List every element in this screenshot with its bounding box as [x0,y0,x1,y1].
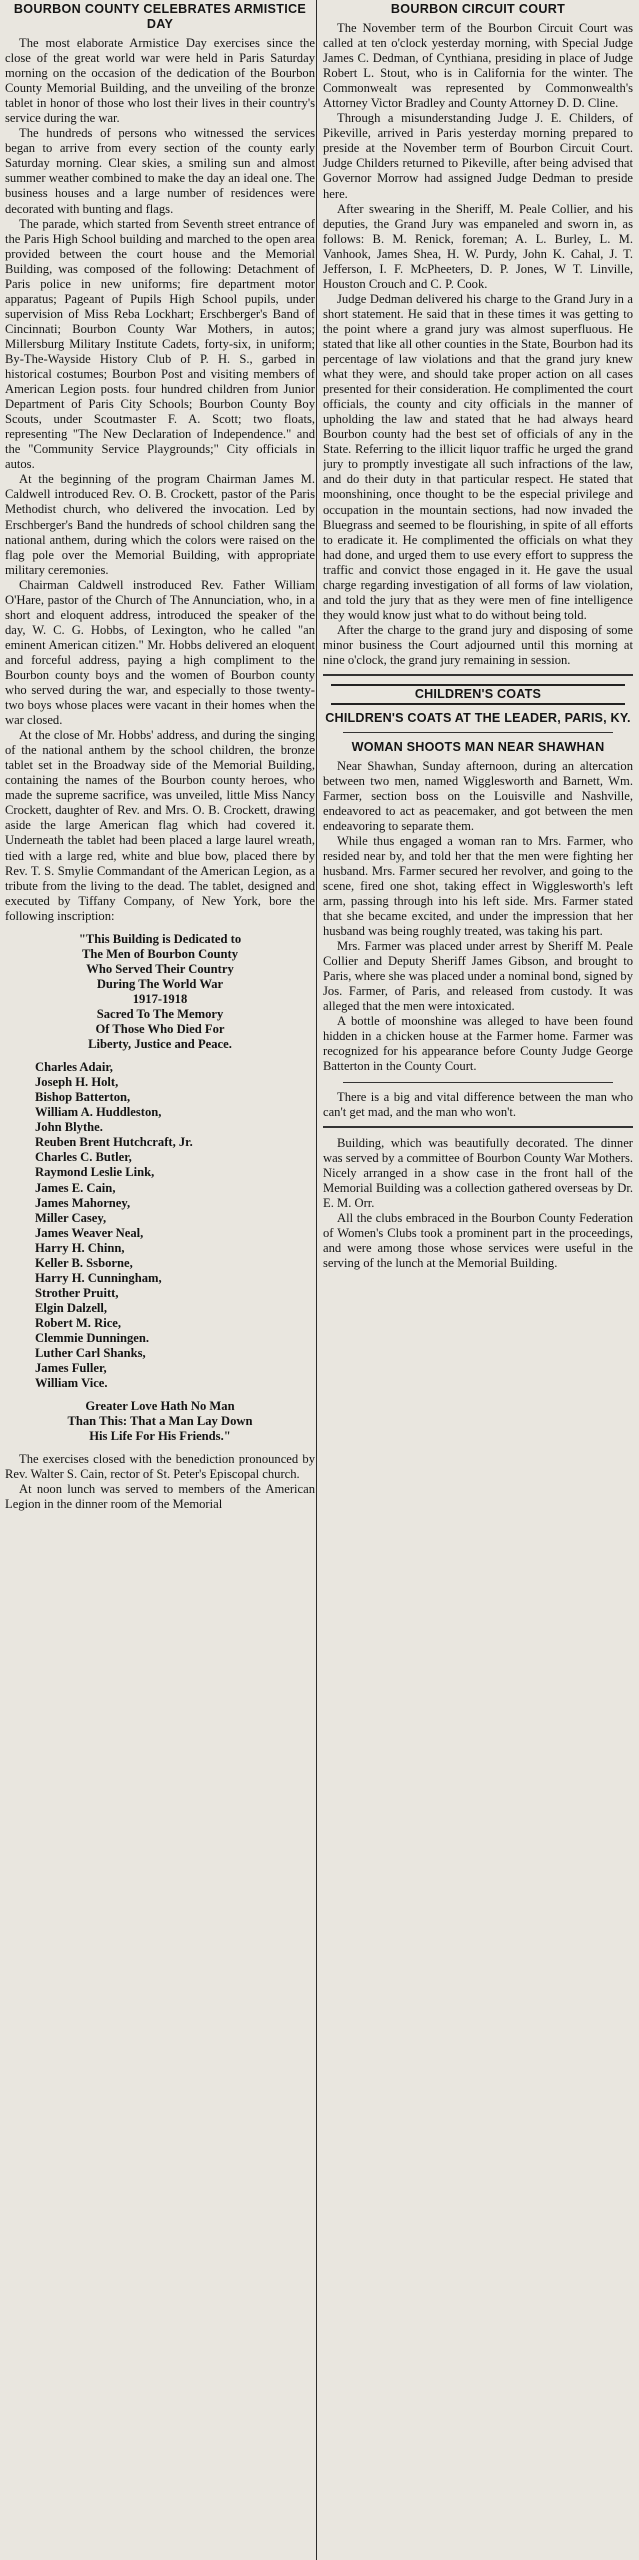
ad-heading: CHILDREN'S COATS [331,684,625,705]
paragraph: While thus engaged a woman ran to Mrs. Farmer, who resided near by, and told her that the men were fighting her husband. Mrs. Farmer secured her revolver, and going to the scene, fired one shot, taking effect in Wigglesworth's left arm, passing through into his left side. Mrs. Farmer stated that she became excited, and under the impression that her husband was being roughly treated, was taking his part. [323,833,633,939]
filler-paragraph: There is a big and vital difference between the man who can't get mad, and the man who won't. [323,1089,633,1119]
honor-roll [35,1060,315,1391]
honor-name: Harry H. Chinn, [35,1240,125,1255]
inscription-line: The Men of Bourbon County [81,946,239,961]
shooting-article [323,759,633,1075]
circuit-court-headline: BOURBON CIRCUIT COURT [390,2,566,16]
paragraph: All the clubs embraced in the Bourbon County Federation of Women's Clubs took a prominent part in the proceedings, and were among those whose services were useful in the serving of the lunch at the Memorial Building. [323,1210,633,1270]
shooting-headline: WOMAN SHOOTS MAN NEAR SHAWHAN [351,740,605,755]
honor-name: William Vice. [35,1376,108,1391]
honor-name: Bishop Batterton, [35,1090,131,1105]
tablet-quote [5,1399,315,1444]
armistice-headline: BOURBON COUNTY CELEBRATES ARMISTICE DAY [13,2,307,31]
paragraph: The most elaborate Armistice Day exercises since the close of the great world war were held in Paris Saturday morning on the occasion of the dedication of the Bourbon County Memorial Building, and the unveiling of the bronze tablet in honor of those who lost their lives in their country's service during the war. [5,36,315,126]
paragraph: Through a misunderstanding Judge J. E. Childers, of Pikeville, arrived in Paris yesterday morning prepared to preside at the November term of Bourbon Circuit Court. Judge Childers returned to Pikeville, after being advised that Governor Morrow had assigned Judge Dedman to preside here. [323,111,633,201]
paragraph: A bottle of moonshine was alleged to have been found hidden in a chicken house at the Farmer home. Farmer was recognized for his appearance before County Judge George Batterton in the County Court. [323,1014,633,1074]
inscription-line: Of Those Who Died For [95,1022,225,1037]
inscription-line: 1917-1918 [132,991,188,1006]
column-rule [316,0,317,2560]
paragraph: The hundreds of persons who witnessed the services began to arrive from every section of the county early Saturday morning. Clear skies, a smiling sun and almost summer weather combined to make the day an ideal one. The business houses and a large number of residences were decorated with bunting and flags. [5,126,315,216]
honor-name: John Blythe. [35,1120,103,1135]
honor-name: Clemmie Dunningen. [35,1330,150,1345]
ad-text: CHILDREN'S COATS AT THE LEADER, PARIS, KY. [325,710,631,725]
inscription-line: Sacred To The Memory [96,1007,224,1021]
honor-name: James Weaver Neal, [35,1225,144,1240]
honor-name: Keller B. Ssborne, [35,1255,133,1270]
paragraph: Chairman Caldwell instroduced Rev. Father William O'Hare, pastor of the Church of The Annunciation, who, in a short and eloquent address, introduced the speaker of the day, W. C. G. Hobbs, of Lexington, who he called "an eminent American citizen." Mr. Hobbs delivered an eloquent and forceful address, paying a high compliment to the Bourbon county boys and the women of Bourbon county who served during the war, and especially to those twenty-two boys whose places were vacant in their homes when the war closed. [5,577,315,728]
honor-name: James Fuller, [35,1361,107,1376]
paragraph: Building, which was beautifully decorated. The dinner was served by a committee of Bourbon County War Mothers. Nicely arranged in a show case in the front hall of the Memorial Building was a collection gathered overseas by Dr. E. M. Orr. [323,1135,633,1210]
paragraph: At the beginning of the program Chairman James M. Caldwell introduced Rev. O. B. Crockett, pastor of the Paris Methodist church, who delivered the invocation. Led by Erschberger's Band the hundreds of school children sang the national anthem, during which the colors were raised on the flag pole over the Memorial Building, with appropriate military ceremonies. [5,472,315,577]
armistice-continued [323,1136,633,1271]
honor-name: William A. Huddleston, [35,1105,162,1120]
honor-name: James Mahorney, [35,1195,131,1210]
quote-line: Greater Love Hath No Man [85,1399,235,1414]
filler-divider-top [343,1082,613,1083]
quote-line: His Life For His Friends." [89,1429,231,1444]
paragraph: After swearing in the Sheriff, M. Peale Collier, and his deputies, the Grand Jury was empaneled and sworn in, as follows: B. M. Renick, foreman; A. L. Burley, L. M. Vanhook, James Shea, H. W. Purdy, John K. Cahal, J. T. Jefferson, I. F. McPheeters, D. P. Jones, W T. Linville, Houston Crouch and C. P. Cook. [323,201,633,291]
paragraph: The exercises closed with the benediction pronounced by Rev. Walter S. Cain, rector of St. Peter's Episcopal church. [5,1452,315,1482]
paragraph: Judge Dedman delivered his charge to the Grand Jury in a short statement. He said that in these times it was getting to the point where a grand jury was almost superfluous. He stated that like all other counties in the State, Bourbon had its percentage of law violations and that the grand jury knew what they were, and should take proper action on all cases presented for their consideration. He complimented the court officials, the county and city officials in the manner of upholding the law and stated that he had always heard Bourbon county had the best set of officials of any in the State. Referring to the illicit liquor traffic he urged the grand jury to promptly investigate all such infractions of the law, and do their duty in that particular respect. He stated that moonshining, once thought to be the especial privilege and occupation in the mountain sections, had now invaded the Bluegrass and seemed to be flourishing, in spite of all efforts to eradicate it. He complimented the officials on what they had done, and urged them to use every effort to suppress the traffic and convict those engaged in it. He gave the usual charge regarding investigation of all forms of law violation, and told the jury that as they were men of fine intelligence they would know just what to do without being told. [323,291,633,622]
paragraph: Mrs. Farmer was placed under arrest by Sheriff M. Peale Collier and Deputy Sheriff James Gibson, and brought to Paris, where she was placed under a nominal bond, signed by Jos. Farmer, of Paris, and released from custody. It was alleged that the men were intoxicated. [323,939,633,1014]
right-column [323,0,633,2560]
circuit-court-article [323,21,633,668]
paragraph: After the charge to the grand jury and disposing of some minor business the Court adjourned until this morning at nine o'clock, the grand jury remaining in session. [323,622,633,667]
inscription-line: Who Served Their Country [86,961,234,976]
inscription-line: Liberty, Justice and Peace. [88,1037,232,1052]
paragraph: Near Shawhan, Sunday afternoon, during an altercation between two men, named Wigglesworth and Barnett, Wm. Farmer, section boss on the Louisville and Nashville, endeavored to act as peacemaker, and got between the men endeavoring to separate them. [323,758,633,833]
honor-name: Strother Pruitt, [35,1285,119,1300]
paragraph: The November term of the Bourbon Circuit Court was called at ten o'clock yesterday morning, with Special Judge James C. Dedman, of Cynthiana, presiding in place of Judge Robert L. Stout, who is in California for the winter. The Commonwealt was represented by Commonwealth's Attorney Victor Bradley and County Attorney D. D. Cline. [323,21,633,111]
inscription-line: During The World War [96,976,224,991]
honor-name: Joseph H. Holt, [35,1075,119,1090]
honor-name: Harry H. Cunningham, [35,1270,162,1285]
paragraph: The parade, which started from Seventh street entrance of the Paris High School building and marched to the open area provided between the court house and the Memorial Building, was composed of the following: Detachment of Paris police in new uniforms; fire department motor apparatus; Pageant of Pupils High School pupils, under supervision of Miss Reba Lockhart; Erschberger's Band of Cincinnati; Bourbon County War Mothers, in autos; Millersburg Military Institute Cadets, forty-six, in uniform; By-The-Wayside History Club of P. H. S., garbed in historical costumes; Bourbon Post and visiting members of American Legion posts. four hundred children from Junior Department of Paris City Schools; Bourbon County Boy Scouts, under Scoutmaster F. A. Scott; two floats, representing "The New Declaration of Independence." and the "Community Service Playgrounds;" City officials in autos. [5,216,315,472]
honor-name: Robert M. Rice, [35,1315,122,1330]
ad-divider [343,732,613,733]
paragraph: At noon lunch was served to members of the American Legion in the dinner room of the Memorial [5,1482,315,1512]
left-column [5,0,315,2560]
tablet-inscription [5,932,315,1052]
quote-line: Than This: That a Man Lay Down [67,1414,253,1429]
section-divider [323,674,633,676]
armistice-article-end [5,1452,315,1512]
honor-name: Miller Casey, [35,1210,107,1225]
honor-name: James E. Cain, [35,1180,116,1195]
honor-name: Reuben Brent Hutchcraft, Jr. [35,1135,193,1150]
armistice-article [5,36,315,924]
honor-name: Charles C. Butler, [35,1150,132,1165]
inscription-line: "This Building is Dedicated to [78,931,242,946]
honor-name: Raymond Leslie Link, [35,1165,155,1180]
honor-name: Luther Carl Shanks, [35,1346,146,1361]
honor-name: Elgin Dalzell, [35,1300,108,1315]
filler-divider-bottom [323,1126,633,1128]
honor-name: Charles Adair, [35,1060,113,1075]
paragraph: At the close of Mr. Hobbs' address, and during the singing of the national anthem by the school children, the bronze tablet set in the Broadway side of the Memorial Building, containing the names of the Bourbon county heroes, who made the supreme sacrifice, was unveiled, little Miss Nancy Crockett, daughter of Rev. and Mrs. O. B. Crockett, drawing aside the large American flag which had covered it. Underneath the tablet had been placed a large laurel wreath, tied with a large red, white and blue bow, placed there by Rev. T. S. Smylie Commandant of the American Legion, as a tribute from the living to the dead. The tablet, designed and executed by Tiffany Company, of New York, bore the following inscription: [5,728,315,923]
